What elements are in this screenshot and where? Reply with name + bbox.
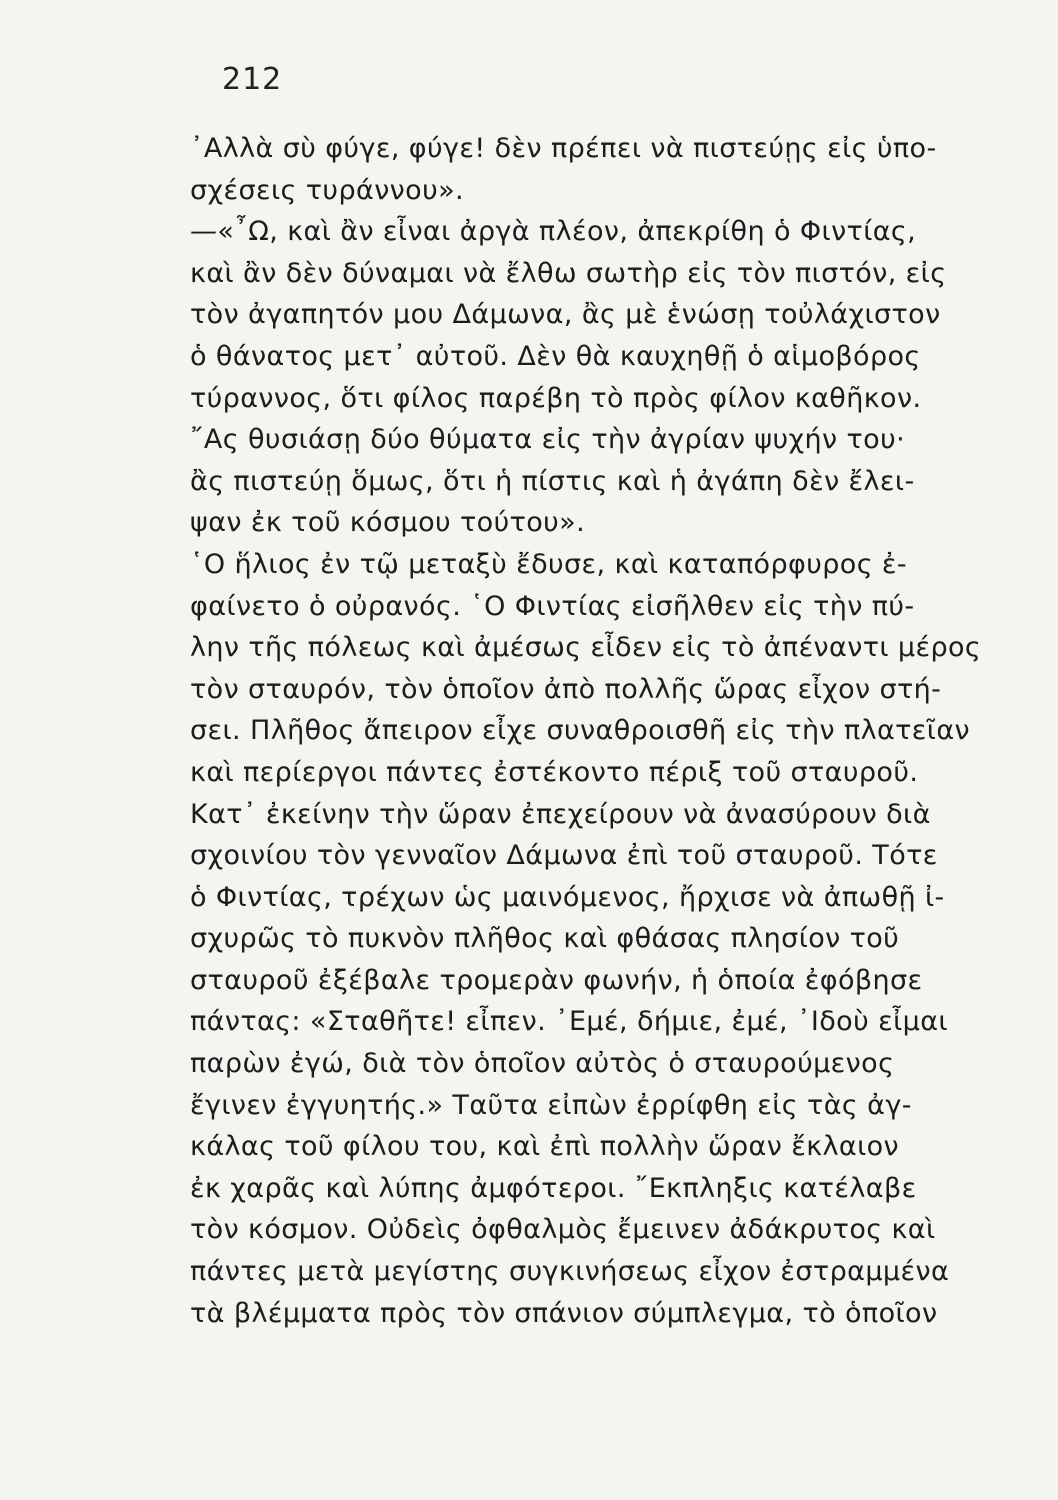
text-line: —«῏Ω, καὶ ἂν εἶναι ἀργὰ πλέον, ἀπεκρίθη ὁ Φιντίας, (190, 216, 917, 248)
text-line: σχοινίου τὸν γενναῖον Δάμωνα ἐπὶ τοῦ σταυροῦ. Τότε (190, 840, 938, 872)
text-line: πάντες μετὰ μεγίστης συγκινήσεως εἶχον ἐστραμμένα (190, 1256, 950, 1288)
text-line: ὁ Φιντίας, τρέχων ὡς μαινόμενος, ἤρχισε νὰ ἀπωθῇ ἰ- (190, 881, 945, 913)
text-line: λην τῆς πόλεως καὶ ἀμέσως εἶδεν εἰς τὸ ἀπέναντι μέρος (190, 632, 982, 664)
text-line: ἂς πιστεύῃ ὅμως, ὅτι ἡ πίστις καὶ ἡ ἀγάπη δὲν ἔλει- (190, 465, 915, 497)
body-text (190, 128, 1020, 1334)
text-line: σχυρῶς τὸ πυκνὸν πλῆθος καὶ φθάσας πλησίον τοῦ (190, 923, 900, 955)
text-line: πάντας: «Σταθῆτε! εἶπεν. ᾿Εμέ, δήμιε, ἐμέ, ᾿Ιδοὺ εἶμαι (190, 1006, 948, 1038)
text-line: τύραννος, ὅτι φίλος παρέβη τὸ πρὸς φίλον καθῆκον. (190, 382, 922, 414)
text-line: ᾿Αλλὰ σὺ φύγε, φύγε! δὲν πρέπει νὰ πιστεύῃς εἰς ὑπο- (190, 133, 937, 164)
text-line: σχέσεις τυράννου». (190, 174, 464, 206)
text-line: σει. Πλῆθος ἄπειρον εἶχε συναθροισθῆ εἰς τὴν πλατεῖαν (190, 715, 971, 747)
text-line: κάλας τοῦ φίλου του, καὶ ἐπὶ πολλὴν ὥραν ἔκλαιον (190, 1131, 900, 1163)
text-line: καὶ ἂν δὲν δύναμαι νὰ ἔλθω σωτὴρ εἰς τὸν πιστόν, εἰς (190, 257, 947, 289)
text-line: ῾Ο ἥλιος ἐν τῷ μεταξὺ ἔδυσε, καὶ καταπόρφυρος ἐ- (190, 548, 908, 580)
text-line: τὰ βλέμματα πρὸς τὸν σπάνιον σύμπλεγμα, τὸ ὁποῖον (190, 1297, 938, 1329)
text-line: ῎Ας θυσιάσῃ δύο θύματα εἰς τὴν ἀγρίαν ψυχήν του· (190, 424, 906, 456)
text-line: τὸν ἀγαπητόν μου Δάμωνα, ἂς μὲ ἑνώσῃ τοὐλάχιστον (190, 299, 941, 331)
text-line: παρὼν ἐγώ, διὰ τὸν ὁποῖον αὐτὸς ὁ σταυρούμενος (190, 1048, 895, 1080)
text-line: ἔγινεν ἐγγυητής.» Ταῦτα εἰπὼν ἐρρίφθη εἰς τὰς ἀγ- (190, 1089, 912, 1121)
text-line: τὸν κόσμον. Οὐδεὶς ὀφθαλμὸς ἔμεινεν ἀδάκρυτος καὶ (190, 1214, 936, 1246)
text-line: ὁ θάνατος μετ᾿ αὐτοῦ. Δὲν θὰ καυχηθῇ ὁ αἱμοβόρος (190, 340, 921, 372)
page-number: 212 (222, 62, 283, 97)
text-line: καὶ περίεργοι πάντες ἐστέκοντο πέριξ τοῦ σταυροῦ. (190, 756, 919, 788)
text-line: σταυροῦ ἐξέβαλε τρομερὰν φωνήν, ἡ ὁποία ἐφόβησε (190, 964, 923, 996)
text-line: φαίνετο ὁ οὐρανός. ῾Ο Φιντίας εἰσῆλθεν εἰς τὴν πύ- (190, 590, 915, 622)
text-line: τὸν σταυρόν, τὸν ὁποῖον ἀπὸ πολλῆς ὥρας εἶχον στή- (190, 673, 942, 705)
text-line: ψαν ἐκ τοῦ κόσμου τούτου». (190, 507, 586, 539)
text-line: Κατ᾿ ἐκείνην τὴν ὥραν ἐπεχείρουν νὰ ἀνασύρουν διὰ (190, 798, 931, 830)
text-line: ἐκ χαρᾶς καὶ λύπης ἀμφότεροι. ῎Εκπληξις κατέλαβε (190, 1172, 917, 1204)
